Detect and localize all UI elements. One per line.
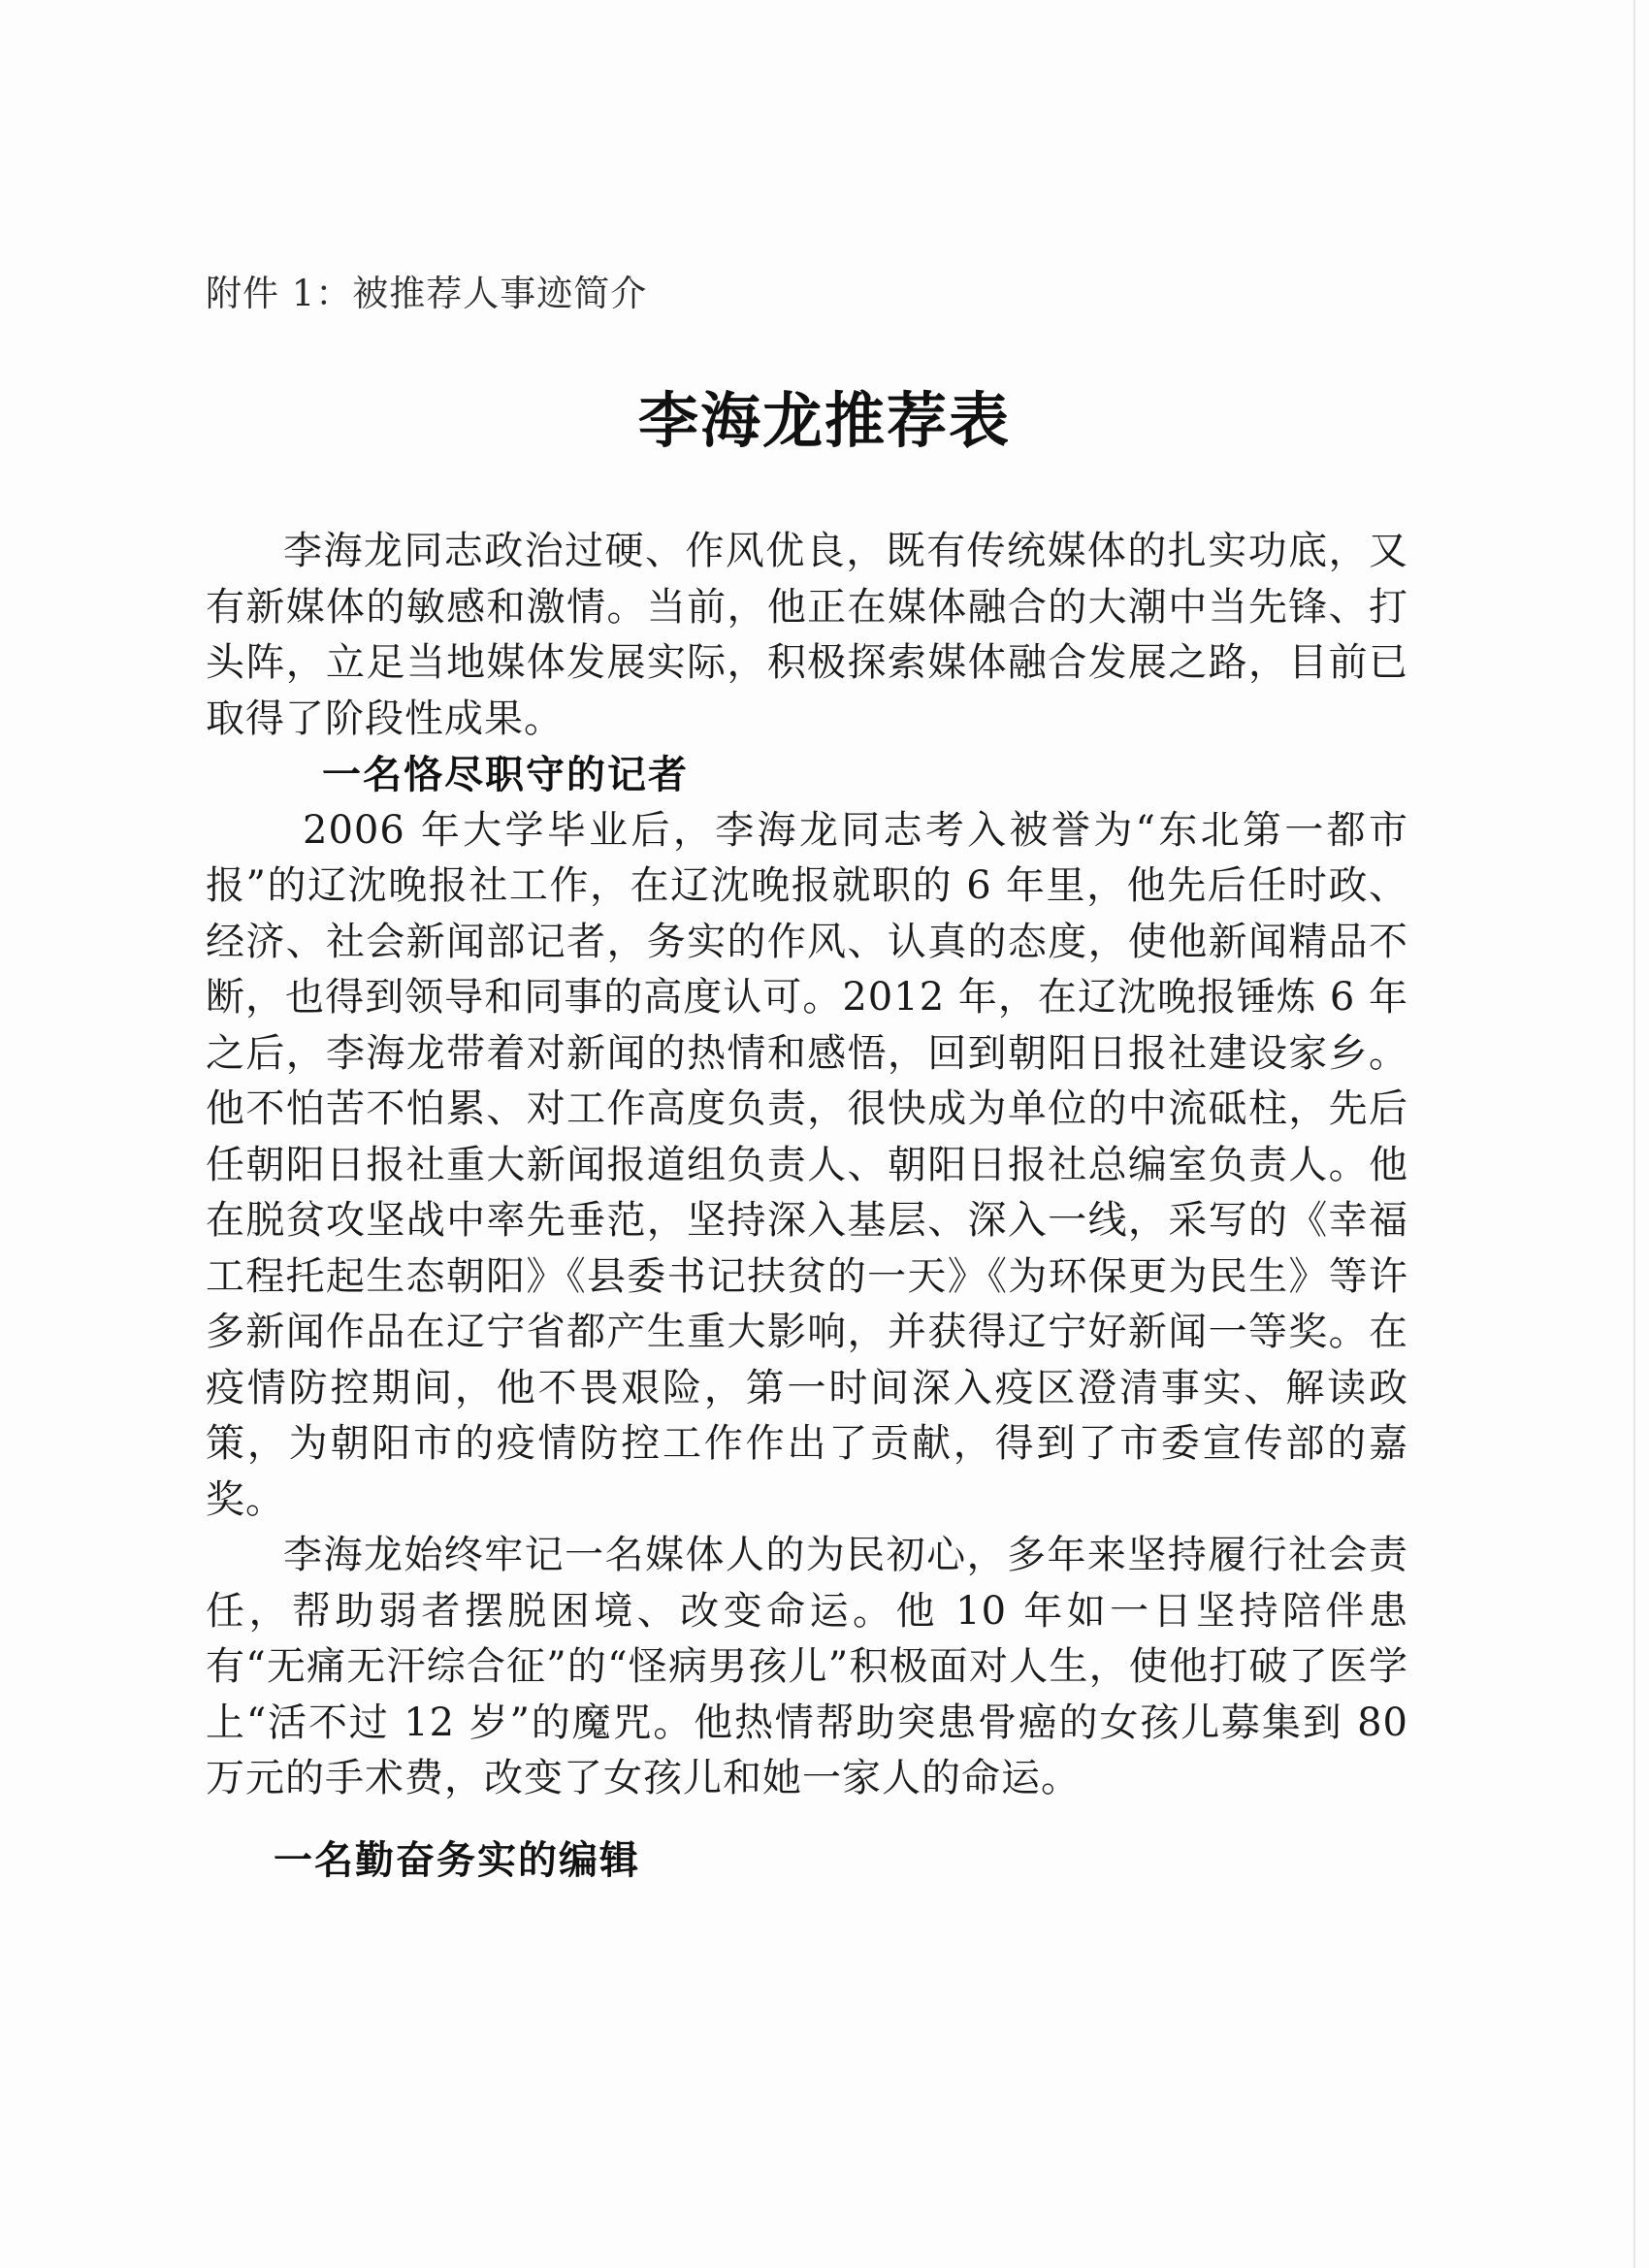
scan-edge xyxy=(1633,0,1635,2268)
section-heading-reporter: 一名恪尽职守的记者 xyxy=(322,752,689,797)
reporter-paragraph-career: 2006 年大学毕业后，李海龙同志考入被誉为“东北第一都市报”的辽沈晚报社工作，在辽沈晚报就职的 6 年里，他先后任时政、经济、社会新闻部记者，务实的作风、认真的态度，使他新闻精品不断，也得到领导和同事的高度认可。2012 年，在辽沈晚报锤炼 6 年之后，李海龙带着对新闻的热情和感悟，回到朝阳日报社建设家乡。他不怕苦不怕累、对工作高度负责，很快成为单位的中流砥柱，先后任朝阳日报社重大新闻报道组负责人、朝阳日报社总编室负责人。他在脱贫攻坚战中率先垂范，坚持深入基层、深入一线，采写的《幸福工程托起生态朝阳》《县委书记扶贫的一天》《为环保更为民生》等许多新闻作品在辽宁省都产生重大影响，并获得辽宁好新闻一等奖。在疫情防控期间，他不畏艰险，第一时间深入疫区澄清事实、解读政策，为朝阳市的疫情防控工作作出了贡献，得到了市委宣传部的嘉奖。 xyxy=(206,807,1408,1522)
section-heading-editor: 一名勤奋务实的编辑 xyxy=(274,1836,640,1883)
intro-paragraph: 李海龙同志政治过硬、作风优良，既有传统媒体的扎实功底，又有新媒体的敏感和激情。当前，他正在媒体融合的大潮中当先锋、打头阵，立足当地媒体发展实际，积极探索媒体融合发展之路，目前已取得了阶段性成果。 xyxy=(206,529,1408,741)
document-title: 李海龙推荐表 xyxy=(637,385,1011,456)
reporter-paragraph-social-responsibility: 李海龙始终牢记一名媒体人的为民初心，多年来坚持履行社会责任，帮助弱者摆脱困境、改变命运。他 10 年如一日坚持陪伴患有“无痛无汗综合征”的“怪病男孩儿”积极面对人生，使他打破了医学上“活不过 12 岁”的魔咒。他热情帮助突患骨癌的女孩儿募集到 80 万元的手术费，改变了女孩儿和她一家人的命运。 xyxy=(206,1533,1408,1800)
attachment-label: 附件 1：被推荐人事迹简介 xyxy=(206,273,648,314)
document-body xyxy=(206,524,1408,1888)
